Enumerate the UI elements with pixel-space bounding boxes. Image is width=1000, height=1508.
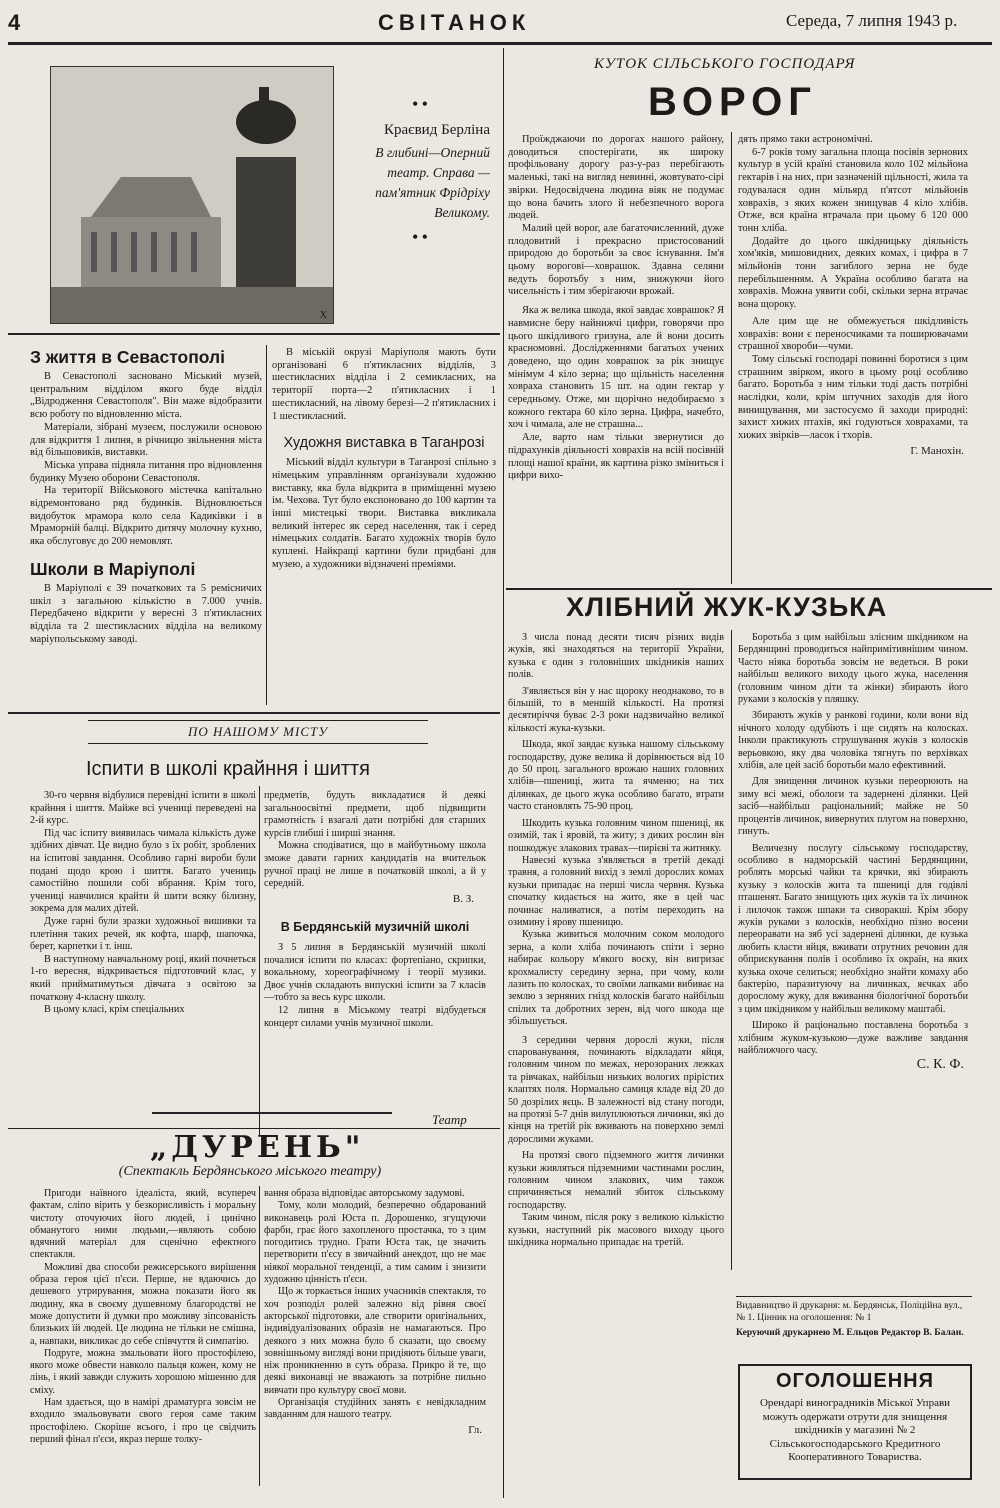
masthead bbox=[0, 0, 1000, 44]
beetle-paragraph: Для знищення личинок кузьки переорюють на зиму всі межі, обологи та задернені ділянки. Цей засіб—найбільш раціональний; майже не 50 процентів личинок, вивернутих плугом на поверхню, гинуть. bbox=[738, 776, 968, 838]
music-paragraph: 12 липня в Міському театрі відбудеться концерт силами учнів музичної школи. bbox=[264, 1004, 486, 1029]
city-label: ПО НАШОМУ МІСТУ bbox=[188, 724, 328, 739]
theatre-paragraph: Організація студійних занять є невідкладним завданням для нашого театру. bbox=[264, 1397, 486, 1421]
vorog-heading: ВОРОГ bbox=[648, 80, 817, 124]
vorog-paragraph: Але цим ще не обмежується шкідливість ховрахів: вони є переносчиками та поширювачами страшної хвороби—чуми. bbox=[738, 315, 968, 353]
vorog-signature: Г. Манохін. bbox=[910, 444, 964, 457]
beetle-signature: С. К. Ф. bbox=[916, 1057, 964, 1073]
beetle-paragraph: Широко й раціонально поставлена боротьба з хлібним жуком-кузькою—дуже важливе завдання найближчого часу. bbox=[738, 1020, 968, 1056]
announcement-heading: ОГОЛОШЕННЯ bbox=[776, 1370, 934, 1392]
right-rule-1 bbox=[506, 588, 992, 590]
sevastopol-paragraph: В Севастополі засновано Міський музей, центральним відділом якого буде відділ „Відродження Севастополя". Він маже відобразити всю роботу по відновленню міста. bbox=[30, 371, 262, 421]
exams-column-2 bbox=[264, 790, 486, 1030]
berlin-dots-top: • • bbox=[412, 96, 428, 113]
left-top-rule bbox=[8, 333, 500, 335]
vorog-paragraph: Тому сільські господарі повинні боротися з цим страшним звірком, якого в цьому році особливо багато. Боротьба з ним тільки тоді дасть потрібні наслідки, коли, крім штучних заходів для його винищування, ми застосуємо й заходи природні: захист хижих птахів, які годуються ховрахами, та хижих звірків—ласок і тхорів. bbox=[738, 353, 968, 442]
beetle-paragraph: На протязі свого підземного життя личинки кузьки живляться підземними частинами рослин, головним чином злакових, чим також спричиняється немалий збиток сільському господарству. bbox=[508, 1150, 724, 1211]
exams-paragraph: Дуже гарні були зразки художньої вишивки та плетіння таких речей, як кофта, шарф, шапочка, берет, карпетки і т. інш. bbox=[30, 915, 256, 953]
newspaper-title: СВІТАНОК bbox=[378, 10, 531, 35]
sevastopol-body bbox=[30, 371, 262, 549]
imprint bbox=[736, 1300, 972, 1339]
theatre-label: Театр bbox=[432, 1112, 467, 1127]
berlin-heading: Краєвид Берліна bbox=[383, 122, 490, 138]
theatre-paragraph: Можливі два способи режисерського вирішення образа героя цієї п'єси. Перше, не вдаючись до дешевого утрирування, можна показати його як людину, яка в своєму душевному благородстві не може допустити й думки про можливу зіпсованість близьких їй людей. Це людина не тільки не смішна, а, навпаки, викликає до себе співчуття й симпатію. bbox=[30, 1261, 256, 1347]
berlin-caption-block bbox=[350, 96, 490, 247]
vorog-paragraph: Малий цей ворог, але багаточисленний, дуже плодовитий і прекрасно пристосований природою до боротьби за своє існування. Ім'я цьому ворогові—ховрашок. Здавна селяни ведуть боротьбу з ним, знижуючи його чисельність і тим зберігаючи врожай. bbox=[508, 222, 724, 298]
sevastopol-paragraph: На території Військового містечка капітально відремонтовано ряд будинків. Відновлюється видобуток мрамора коло села Кадиківки і в Мраморній балці. Відкрито дитячу молочну кухню, яка обслуговує до 200 немовлят. bbox=[30, 485, 262, 548]
taganrog-paragraph: Міський відділ культури в Таганрозі спільно з німецьким управлінням організували художню виставку, яка була відкрита в приміщенні музею ім. Чехова. Тут було експоновано до 100 картин та інші мистецькі твори. Виставка викликала великий інтерес як серед населення, так і серед німецьких солдатів. Багато художніх творів було куплені. Найкращі картини були придбані для музею, а художники відзначені преміями. bbox=[272, 457, 496, 570]
sevastopol-article bbox=[30, 347, 262, 646]
vorog-paragraph: Проїжджаючи по дорогах нашого району, доводиться спостерігати, як широку профільовану дорогу раз-у-раз перебігають маленькі, такі на вигляд невинні, жовтувато-сірі звірки. Недосвідчена людина віяк не подумає що вона бачить злого й небезпечного ворога людей. bbox=[508, 134, 724, 222]
theatre-paragraph: вання образа відповідає авторському задумові. bbox=[264, 1188, 465, 1199]
beetle-paragraph: Таким чином, після року з великою кількістю кузьки, наступний рік масового виходу цього шкідника нормально припадає на третій. bbox=[508, 1212, 724, 1249]
theatre-signature: Гл. bbox=[468, 1423, 482, 1436]
mariupol-body bbox=[30, 583, 262, 647]
exams-signature: В. З. bbox=[452, 892, 474, 905]
sevastopol-paragraph: Міська управа підняла питання про відновлення будинку Музею оборони Севастополя. bbox=[30, 459, 262, 484]
issue-date: Середа, 7 липня 1943 р. bbox=[786, 11, 958, 30]
beetle-paragraph: Кузька живиться молочним соком молодого зерна, а коли хліба починають спіти і зерно набирає кольору м'якого воску, він вигризає крохмалисту середину зерна, при чому, коли лазить по колосках, то своїми лапками вибиває на землю з зерняних гнізд колосків багато найбільш спілих та добротних зерен, від чого шкода ще збільшується. bbox=[508, 929, 724, 1028]
music-heading: В Бердянській музичній школі bbox=[280, 920, 470, 935]
announcement-text: Орендарі виноградників Міської Управи можуть одержати отрути для знищення шкідників у магазині № 2 Сільськогосподарського Кредитного Кооперативного Товариства. bbox=[759, 1397, 951, 1463]
vorog-paragraph: дять прямо таки астрономічні. bbox=[738, 134, 873, 145]
exams-paragraph: предметів, будуть викладатися й деякі загальноосвітні предмети, щоб підвищити грамотність і взагалі дати потрібні для старших курсів глибші і ширші знання. bbox=[264, 790, 486, 839]
theatre-rule bbox=[8, 1128, 500, 1129]
city-rule-top bbox=[8, 712, 500, 714]
beetle-column-2 bbox=[738, 632, 968, 1072]
theatre-paragraph: Тому, коли молодий, безперечно обдарований виконавець ролі Юста п. Дорошенко, згущуючи фарби, грає його захопленого простачка, то з цим погодитись трудно. Грати Юста так, це значить перетворити п'єсу в звичайний анекдот, що не має ніякої моральної тенденції, а тим самим і знизити художню цінність п'єси. bbox=[264, 1200, 486, 1286]
taganrog-body bbox=[272, 457, 496, 571]
vorog-paragraph: 6-7 років тому загальна площа посівів зернових культур в усій країні становила коло 102 мільйона гектарів і на них, при зазначеній щільності, жила та годувалася один мільярд п'ятсот мільйонів ховрахів, з яких кожен знищував 4 кіло хлібів. Отже, вся країна втрачала при цьому 6 120 000 тонн хліба. bbox=[738, 146, 968, 234]
beetle-paragraph: Збирають жуків у ранкові години, коли вони від нічного холоду одубіють і ще сидять на колосках. Інколи практикують струшування жуків з колосків верьовкою, яку два чоловіка тягнуть по верхівках хлібів, але цей засіб боротьби мало ефективний. bbox=[738, 710, 968, 772]
exams-paragraph: Можна сподіватися, що в майбутньому школа зможе давати гарних кандидатів на вчительок ручної праці не лише в початковій школі, а й у середній. bbox=[264, 840, 486, 890]
exams-paragraph: В наступному навчальному році, який почнеться 1-го вересня, відкривається підготовчий клас, у який прийматимуться дівчата з освітою за початкову 4-класну школу. bbox=[30, 953, 256, 1003]
mariupol-heading: Школи в Маріуполі bbox=[30, 558, 196, 579]
beetle-paragraph: Шкодить кузька головним чином пшениці, як озимій, так і яровій, та житу; з диких рослин він пошкоджує злакових травах—пирієві та житняку. bbox=[508, 817, 724, 854]
corner-label: КУТОК СІЛЬСЬКОГО ГОСПОДАРЯ bbox=[594, 56, 856, 72]
theatre-divider bbox=[259, 1186, 260, 1486]
announcement-box bbox=[738, 1364, 972, 1480]
beetle-paragraph: З'являється він у нас щороку неоднаково, то в більшій, то в меншій кількості. На протязі десятиріччя буває 2-3 роки надзвичайно великої кількості жука-кузьки. bbox=[508, 685, 724, 734]
exams-paragraph: Під час іспиту виявилась чимала кількість дуже здібних дівчат. Це видно було з їх робіт, зроблених на іспитові завдання. Особливо гарні вироби були подані щодо крою і шиття. Багато учениць самостійно пошили собі вбрання. Крім того, учениці навчилися крайти й шити всяку білизну, зокрема для малих дітей. bbox=[30, 827, 256, 915]
vorog-paragraph: Але, варто нам тільки звернутися до підрахунків діяльності ховрахів на всій посівній площі нашої країни, як картина різко зміниться і цифри вихо- bbox=[508, 432, 724, 482]
theatre-paragraph: Подруге, можна змальовати його простофілею, якого може обвести навколо пальця кожен, кому не лінь, і який завжди служить хорошою мішенню для сміху. bbox=[30, 1347, 256, 1396]
beetle-divider bbox=[731, 630, 732, 1270]
main-column-divider bbox=[503, 48, 504, 1498]
berlin-dots-bottom: • • bbox=[412, 229, 428, 246]
left-column-divider bbox=[266, 345, 267, 705]
beetle-paragraph: З середини червня дорослі жуки, після спарованування, починають відкладати яйця, головним чином по межах, нерозораних лежках та рівчаках, найбільш низьких вологих прірістих клаптях поля. Нормально самиця кладе від 20 до 50 дозрілих яєць. В залежності від стану погоди, на протязі 5-7 днів вилуплюються личинки, які до кінця на третій рік вживають на поверхню землі дорослими жуками. bbox=[508, 1034, 724, 1145]
exams-heading: Іспити в школі крайння і шиття bbox=[86, 758, 371, 780]
theatre-column-2 bbox=[264, 1188, 486, 1436]
mariupol-continued bbox=[272, 347, 496, 572]
city-rule-bottom bbox=[152, 1112, 392, 1114]
sevastopol-heading: З життя в Севастополі bbox=[30, 347, 226, 367]
mariupol-body-continued bbox=[272, 347, 496, 423]
berlin-caption: В глибині—Оперний театр. Справа — пам'ятник Фрідріху Великому. bbox=[375, 145, 490, 220]
exams-column-1 bbox=[30, 790, 256, 1017]
theatre-paragraph: Що ж торкається інших учасників спектакля, то хоч розподіл ролей залежно від рівня своєї акторської підготовки, але створити оригінальних, індивідуалізованих образів не намагаються. Про деякого з них можна було б сказати, що своєму зовнішньому вигляді вони придіяють більше уваги, ніж проникненню в суть образа. Прикро й те, що деякі виконавці не вважають за потрібне пильно вивчати про культуру своєї мови. bbox=[264, 1286, 486, 1396]
beetle-paragraph: З числа понад десяти тисяч різних видів жуків, які знаходяться на території України, кузька є один з головніших шкідників наших полів. bbox=[508, 632, 724, 681]
exams-divider bbox=[259, 786, 260, 1136]
imprint-rule bbox=[736, 1296, 972, 1297]
page-number: 4 bbox=[8, 10, 21, 35]
theatre-paragraph: Пригоди наївного ідеаліста, який, всупереч фактам, сліпо вірить у безкорисливість і моральну чистоту оточуючих його людей, і цинічно обманутого ними людьми,—являють собою вдячний матеріал для сценічно ефектного спектакля. bbox=[30, 1188, 256, 1261]
city-label-box bbox=[88, 720, 428, 744]
sevastopol-paragraph: Матеріали, зібрані музеєм, послужили основою для відкриття 1 липня, в річницю звільнення міста від більшовиків, виставки. bbox=[30, 421, 262, 459]
mariupol-paragraph: В міській окрузі Маріуполя мають бути організовані 6 п'ятикласних відділів, 3 шестикласних відділа і 2 семикласних, на території порта—2 п'ятикласних і 1 шестикласний, на лівому березі—2 п'ятикласних і 1 шестикласний. bbox=[272, 347, 496, 422]
vorog-paragraph: Додайте до цього шкідницьку діяльність хом'яків, мишовидних, деяких комах, і цифра в 7 мільйонів тонн загиблого зерна не буде перебільшенням. А Україна особливо багата на ховрахів. Можна уявити собі, скільки зерна втрачає вона щороку. bbox=[738, 235, 968, 311]
theatre-column-1 bbox=[30, 1188, 256, 1446]
vorog-column-2 bbox=[738, 134, 968, 458]
photo-mark: X bbox=[319, 310, 327, 321]
beetle-paragraph: Величезну послугу сільському господарству, особливо в надморській частині Бердянщини, роблять морські чайки та крячки, які збирають кузьку з колосків жита та пшениці для годівлі пташенят. Багато знищують цих жуків та їх личинок і лилочок також шпаки та сиворакші. Крім збору жуків руками з колосків, необхідно пізно восени переоравати на зяб усі задернені ділянки, де кузька любить класти яйця, вживати отрутних речовин для обприскування полів і особливо їх окраїн, на яких кузька охоче селиться; необхідно знайти комаху або бактерію, паразитуючу на личинках, яєчках або дорослому жуку, для вживання біологічної боротьби з цим шкідником у найбільш великому маштабі. bbox=[738, 842, 968, 1015]
vorog-paragraph: Яка ж велика шкода, якої завдає ховрашок? Я навмисне беру найнижчі цифри, говорячи про цього шкідливого гризуна, але й вони досить красномовні. Дослідженнями багатьох учених доведено, що один ховрашок за рік знищує мінімум 4 кіло зерна; що щільність населення ховраха становить 15 шт. на один гектар у середньому. Отже, ми щорічно недобираємо з кожного гектара 60 кіло зерна. Цифра, начебто, хоч і чимала, але не страшна... bbox=[508, 305, 724, 431]
exams-paragraph: 30-го червня відбулися перевідні іспити в школі крайння і шиття. Майже всі учениці переведені на 2-й курс. bbox=[30, 790, 256, 827]
theatre-subheading: (Спектакль Бердянського міського театру) bbox=[118, 1164, 382, 1179]
imprint-publisher: Видавництво й друкарня: м. Бердянськ, Поліційна вул., № 1. Цінник на оголошення: № 1 bbox=[736, 1300, 963, 1323]
beetle-paragraph: Боротьба з цим найбільш злісним шкідником на Бердянщині проводиться найпримітивнішим чином. Часто ніяка боротьба зовсім не ведеться. В роки найбільш великого виходу цього жука, населення (головним чином діти та жінки) збирають його руками з колосків у пляшку. bbox=[738, 632, 968, 706]
vorog-divider bbox=[731, 132, 732, 584]
taganrog-heading: Художня виставка в Таганрозі bbox=[283, 435, 485, 452]
beetle-heading: ХЛІБНИЙ ЖУК-КУЗЬКА bbox=[566, 592, 888, 622]
masthead-rule bbox=[8, 42, 992, 45]
berlin-photo bbox=[50, 66, 334, 324]
vorog-column-1 bbox=[508, 134, 724, 483]
beetle-paragraph: Шкода, якої завдає кузька нашому сільському господарству, дуже велика й дорівнюється від 10 до 50 проц. загального врожаю наших головних хлібів—пшениці, жита та ячменю; на тих ділянках, де цього жука особливо багато, втрати часто становлять 75-90 проц. bbox=[508, 739, 724, 813]
theatre-paragraph: Нам здається, що в намірі драматурга зовсім не входило змальовувати свого героя саме таким простофілею. Скоріше всього, і про це свідчить перший фінал п'єси, якраз перше толку- bbox=[30, 1397, 256, 1445]
berlin-photo-drawing bbox=[51, 67, 333, 323]
beetle-column-1 bbox=[508, 632, 724, 1250]
mariupol-paragraph: В Маріуполі є 39 початкових та 5 ремісничих шкіл з загальною кількістю в 7.000 учнів. Передбачено відкрити у вересні 3 п'ятикласних відділа та 2 шестикласних відділа на великому маріупольському заводі. bbox=[30, 582, 262, 645]
exams-paragraph: В цьому класі, крім спеціальних bbox=[44, 1004, 185, 1016]
theatre-heading: „ДУРЕНЬ" bbox=[150, 1130, 365, 1165]
beetle-paragraph: Навесні кузька з'являється в третій декаді травня, а головний вихід з землі дорослих комах кузьки припадає на перші числа червня. Кузька спочатку кидається на жито, яке в цей час починає наливатися, а потім переходить на озимину і ярову пшеницю. bbox=[508, 854, 724, 928]
imprint-manager: Керуючий друкарнею М. Ельцов Редактор В. Балан. bbox=[736, 1327, 964, 1338]
music-paragraph: З 5 липня в Бердянській музичній школі почалися іспити по класах: фортепіано, скрипки, вокальному, хореографічному і теорії музики. Двоє учнів складають випускні іспити за 7 класів—тобто за весь курс школи. bbox=[264, 941, 486, 1004]
